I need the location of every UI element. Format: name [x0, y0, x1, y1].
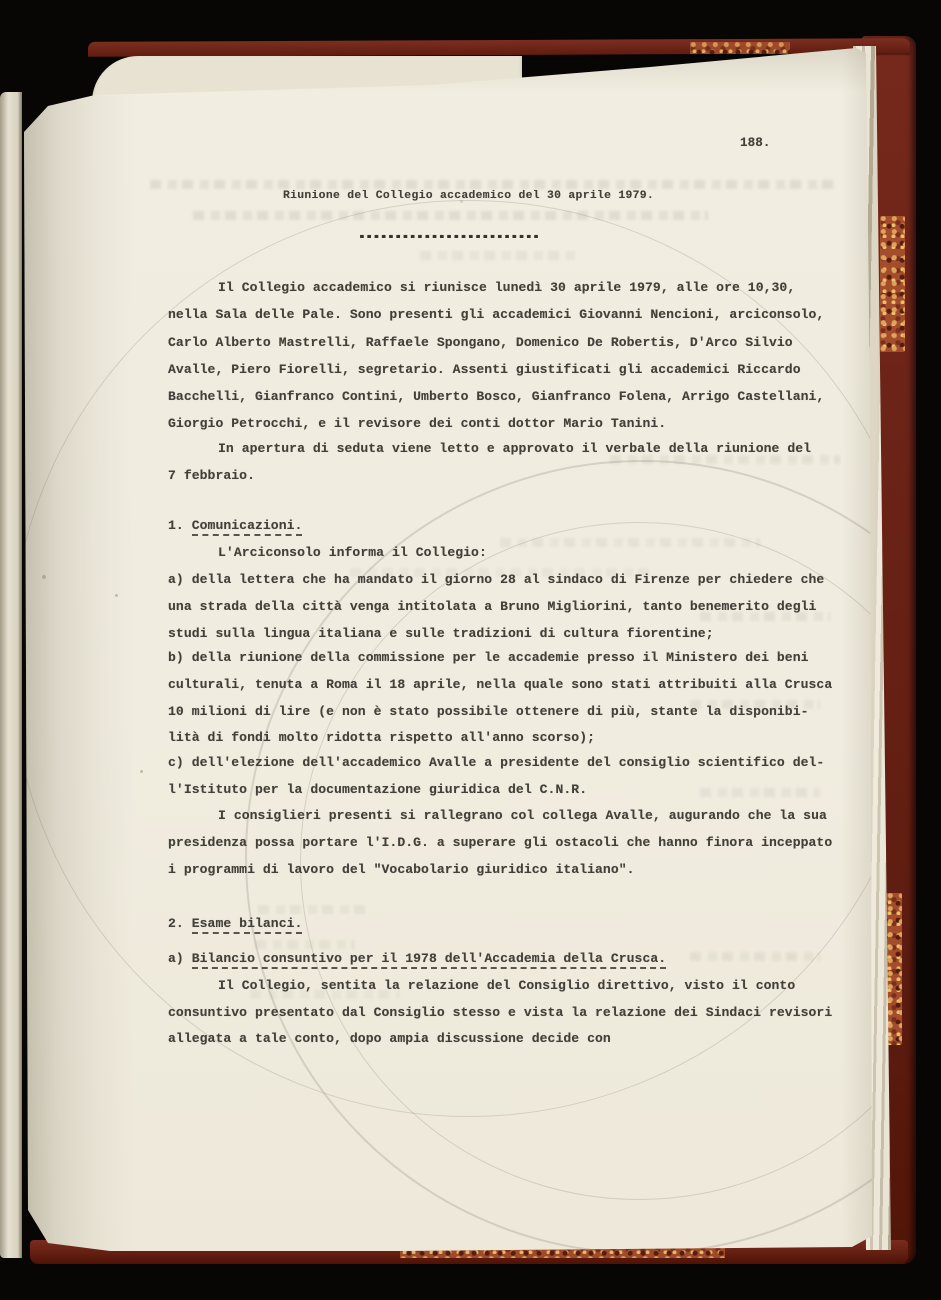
text-line: studi sulla lingua italiana e sulle tradizioni di cultura fiorentine;: [168, 626, 714, 641]
heading-underlined-text: Bilancio consuntivo per il 1978 dell'Accademia della Crusca.: [192, 951, 666, 969]
text-line: a) della lettera che ha mandato il giorno 28 al sindaco di Firenze per chiedere che: [168, 572, 825, 587]
text-line: Avalle, Piero Fiorelli, segretario. Assenti giustificati gli accademici Riccardo: [168, 362, 801, 377]
text-line: una strada della città venga intitolata a Bruno Migliorini, tanto benemerito degli: [168, 599, 817, 614]
text-line: l'Istituto per la documentazione giuridica del C.N.R.: [168, 782, 588, 797]
page-number: 188.: [740, 136, 771, 150]
text-line: lità di fondi molto ridotta rispetto all'anno scorso);: [168, 730, 596, 745]
text-line: I consiglieri presenti si rallegrano col collega Avalle, augurando che la sua: [218, 808, 827, 823]
subsection-heading-a: [168, 951, 666, 966]
text-line: b) della riunione della commissione per le accademie presso il Ministero dei beni: [168, 650, 809, 665]
heading-underlined-text: Comunicazioni.: [192, 518, 303, 536]
text-line: culturali, tenuta a Roma il 18 aprile, nella quale sono stati attribuiti alla Crusca: [168, 677, 833, 692]
text-line: i programmi di lavoro del "Vocabolario giuridico italiano".: [168, 862, 635, 877]
text-line: Il Collegio, sentita la relazione del Consiglio direttivo, visto il conto: [218, 978, 796, 993]
text-line: consuntivo presentato dal Consiglio stesso e vista la relazione dei Sindaci revisori: [168, 1005, 833, 1020]
document-title: Riunione del Collegio accademico del 30 aprile 1979.: [283, 190, 655, 202]
text-line: In apertura di seduta viene letto e approvato il verbale della riunione del: [218, 441, 812, 456]
text-line: Giorgio Petrocchi, e il revisore dei conti dottor Mario Tanini.: [168, 416, 667, 431]
text-line: 10 milioni di lire (e non è stato possibile ottenere di più, stante la disponibi-: [168, 704, 809, 719]
text-line: Il Collegio accademico si riunisce lunedì 30 aprile 1979, alle ore 10,30,: [218, 280, 796, 295]
text-line: c) dell'elezione dell'accademico Avalle a presidente del consiglio scientifico del-: [168, 755, 825, 770]
text-line: 7 febbraio.: [168, 468, 255, 483]
heading-prefix: 2.: [168, 916, 192, 931]
text-line: L'Arciconsolo informa il Collegio:: [218, 545, 487, 560]
text-line: Bacchelli, Gianfranco Contini, Umberto Bosco, Gianfranco Folena, Arrigo Castellani,: [168, 389, 825, 404]
heading-prefix: 1.: [168, 518, 192, 533]
text-line: presidenza possa portare l'I.D.G. a superare gli ostacoli che hanno finora inceppato: [168, 835, 833, 850]
text-line: Carlo Alberto Mastrelli, Raffaele Spongano, Domenico De Robertis, D'Arco Silvio: [168, 335, 793, 350]
heading-prefix: a): [168, 951, 192, 966]
text-line: nella Sala delle Pale. Sono presenti gli accademici Giovanni Nencioni, arciconsolo,: [168, 307, 825, 322]
text-line: allegata a tale conto, dopo ampia discussione decide con: [168, 1031, 611, 1046]
heading-underlined-text: Esame bilanci.: [192, 916, 303, 934]
section-heading-2: [168, 916, 302, 931]
section-heading-1: [168, 518, 302, 533]
title-rule: -------------------------: [358, 228, 540, 243]
